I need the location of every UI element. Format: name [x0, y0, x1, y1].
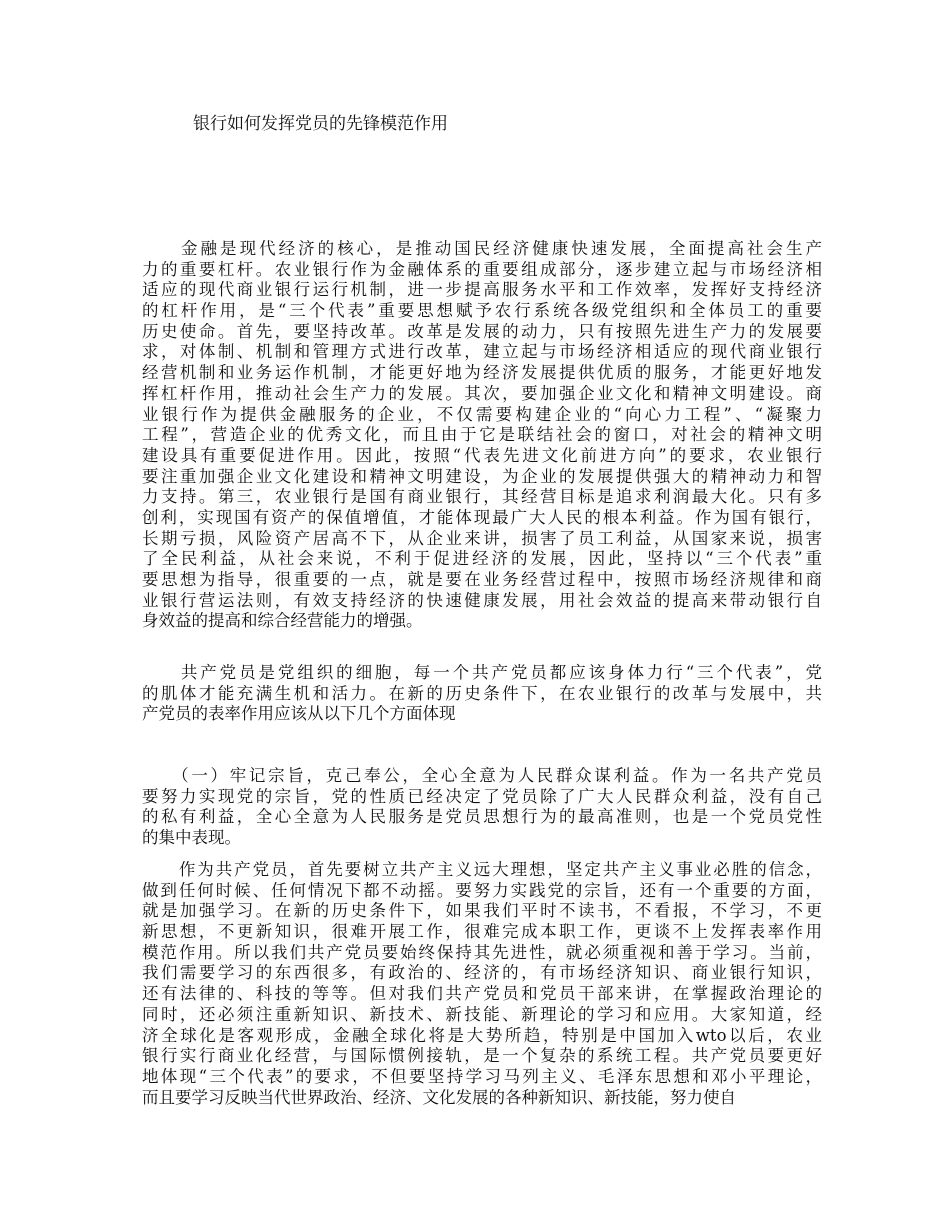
- text-line: 而且要学习反映当代世界政治、经济、文化发展的各种新知识、新技能，努力使自: [142, 1087, 736, 1107]
- text-line: 新思想，不更新知识，很难开展工作，很难完成本职工作，更谈不上发挥表率作用: [142, 922, 822, 942]
- text-line: 共产党员是党组织的细胞，每一个共产党员都应该身体力行“三个代表”，党: [142, 663, 822, 682]
- text-line: 工程”，营造企业的优秀文化，而且由于它是联结社会的窗口，对社会的精神文明: [142, 425, 822, 445]
- text-line: 建设具有重要促进作用。因此，按照“代表先进文化前进方向”的要求，农业银行: [142, 445, 822, 465]
- text-line: 历史使命。首先，要坚持改革。改革是发展的动力，只有按照先进生产力的发展要: [142, 321, 822, 341]
- text-line: 挥杠杆作用，推动社会生产力的发展。其次，要加强企业文化和精神文明建设。商: [142, 383, 822, 403]
- paragraph-3: [142, 766, 822, 849]
- text-line: 的集中表现。: [142, 828, 241, 848]
- text-line: 了全民利益，从社会来说，不利于促进经济的发展，因此，坚持以“三个代表”重: [142, 549, 822, 569]
- text-line: 就是加强学习。在新的历史条件下，如果我们平时不读书，不看报，不学习，不更: [142, 901, 822, 921]
- text-line: 银行实行商业化经营，与国际惯例接轨，是一个复杂的系统工程。共产党员要更好: [142, 1046, 822, 1066]
- document-title: 银行如何发挥党员的先锋模范作用: [193, 114, 448, 134]
- paragraph-4: [142, 860, 822, 1108]
- text-line: 还有法律的、科技的等等。但对我们共产党员和党员干部来讲，在掌握政治理论的: [142, 984, 822, 1004]
- text-line: 要注重加强企业文化建设和精神文明建设，为企业的发展提供强大的精神动力和智: [142, 466, 822, 486]
- text-line: 创利，实现国有资产的保值增值，才能体现最广大人民的根本利益。作为国有银行，: [142, 507, 822, 527]
- text-line: 要努力实现党的宗旨，党的性质已经决定了党员除了广大人民群众利益，没有自己: [142, 786, 822, 806]
- text-line: 做到任何时候、任何情况下都不动摇。要努力实践党的宗旨，还有一个重要的方面，: [142, 880, 822, 900]
- text-line: 同时，还必须注重新知识、新技术、新技能、新理论的学习和应用。大家知道，经: [142, 1004, 822, 1024]
- text-line: 力支持。第三，农业银行是国有商业银行，其经营目标是追求利润最大化。只有多: [142, 487, 822, 507]
- text-line: 适应的现代商业银行运行机制，进一步提高服务水平和工作效率，发挥好支持经济: [142, 280, 822, 300]
- text-line: 业银行作为提供金融服务的企业，不仅需要构建企业的“向心力工程”、“凝聚力: [142, 404, 822, 424]
- text-line: 经营机制和业务运作机制，才能更好地为经济发展提供优质的服务，才能更好地发: [142, 363, 822, 383]
- text-line: 长期亏损，风险资产居高不下，从企业来讲，损害了员工利益，从国家来说，损害: [142, 528, 822, 548]
- text-line: 力的重要杠杆。农业银行作为金融体系的重要组成部分，逐步建立起与市场经济相: [142, 259, 822, 279]
- text-line: 的杠杆作用，是“三个代表”重要思想赋予农行系统各级党组织和全体员工的重要: [142, 301, 822, 321]
- text-line: 身效益的提高和综合经营能力的增强。: [142, 611, 423, 631]
- text-line: （一）牢记宗旨，克己奉公，全心全意为人民群众谋利益。作为一名共产党员: [142, 766, 822, 785]
- text-line: 产党员的表率作用应该从以下几个方面体现: [142, 704, 456, 724]
- paragraph-2: [142, 663, 822, 725]
- text-line: 金融是现代经济的核心，是推动国民经济健康快速发展，全面提高社会生产: [142, 239, 822, 258]
- paragraph-1: [142, 239, 822, 632]
- text-line: 要思想为指导，很重要的一点，就是要在业务经营过程中，按照市场经济规律和商: [142, 570, 822, 589]
- text-line: 地体现“三个代表”的要求，不但要坚持学习马列主义、毛泽东思想和邓小平理论，: [142, 1066, 822, 1086]
- text-line: 济全球化是客观形成，金融全球化将是大势所趋，特别是中国加入wto以后，农业: [142, 1025, 822, 1045]
- text-line: 的私有利益，全心全意为人民服务是党员思想行为的最高准则，也是一个党员党性: [142, 807, 822, 827]
- text-line: 作为共产党员，首先要树立共产主义远大理想，坚定共产主义事业必胜的信念，: [142, 860, 822, 879]
- text-line: 模范作用。所以我们共产党员要始终保持其先进性，就必须重视和善于学习。当前，: [142, 942, 822, 962]
- text-line: 的肌体才能充满生机和活力。在新的历史条件下，在农业银行的改革与发展中，共: [142, 683, 822, 703]
- text-line: 求，对体制、机制和管理方式进行改革，建立起与市场经济相适应的现代商业银行: [142, 342, 822, 362]
- text-line: 业银行营运法则，有效支持经济的快速健康发展，用社会效益的提高来带动银行自: [142, 590, 822, 610]
- text-line: 我们需要学习的东西很多，有政治的、经济的，有市场经济知识、商业银行知识，: [142, 963, 822, 983]
